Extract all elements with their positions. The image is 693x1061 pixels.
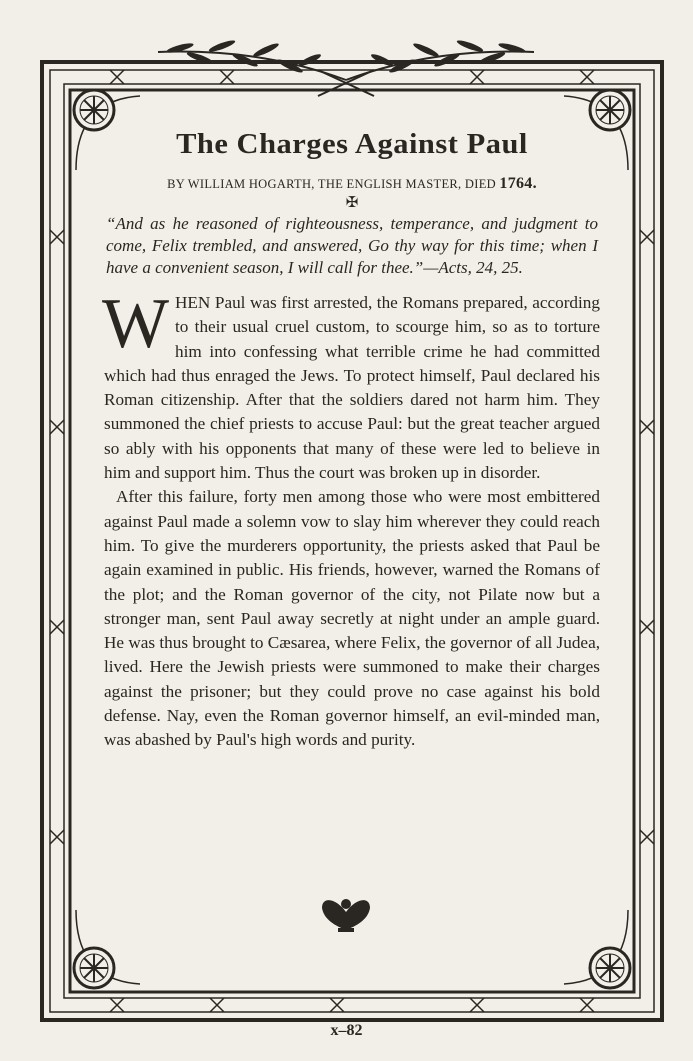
laurel-branch-icon bbox=[158, 38, 534, 96]
page-content bbox=[104, 126, 600, 753]
eagle-emblem-icon bbox=[322, 899, 370, 932]
byline-year: 1764. bbox=[499, 175, 537, 192]
cross-divider-icon: ✠ bbox=[345, 193, 359, 211]
page-number: x–82 bbox=[330, 1022, 363, 1039]
epigraph-quote: “And as he reasoned of righteousness, temperance, and judgment to come, Felix trembled, and answered, Go thy way for this time; when I have a convenient season, I will call for thee.”—Acts, 24, 25. bbox=[106, 214, 598, 277]
paragraph-1-text: HEN Paul was first arrested, the Romans prepared, according to their usual cruel custom, to scourge him, so as to torture him into confessing what terrible crime he had committed which had thus enraged the Jews. To protect himself, Paul declared his Roman citizenship. After that the soldiers dared not harm him. They summoned the chief priests to accuse Paul: but the great teacher argued so ably with his opponents that many of these were led to believe in him and support him. Thus the court was broken up in disorder. bbox=[104, 293, 600, 483]
article-body bbox=[102, 285, 600, 753]
page-title: The Charges Against Paul bbox=[176, 128, 528, 160]
byline-text: BY WILLIAM HOGARTH, THE ENGLISH MASTER, DIED bbox=[167, 177, 500, 191]
paragraph-2: After this failure, forty men among those who were most embittered against Paul made a solemn vow to slay him wherever they could reach him. To give the murderers opportunity, the priests asked that Paul be again examined in public. His friends, however, warned the Romans of the plot; and the Roman governor of the city, not Pilate now but a stronger man, sent Paul away secretly at night under an ample guard. He was thus brought to Cæsarea, where Felix, the governor of all Judea, lived. Here the Jewish priests were summoned to make their charges against the prisoner; but they could prove no case against his bold defense. Nay, even the Roman governor himself, an evil-minded man, was abashed by Paul's high words and purity. bbox=[104, 487, 600, 750]
byline bbox=[104, 176, 600, 192]
paragraph-1 bbox=[102, 285, 600, 485]
drop-cap: W bbox=[102, 285, 170, 363]
